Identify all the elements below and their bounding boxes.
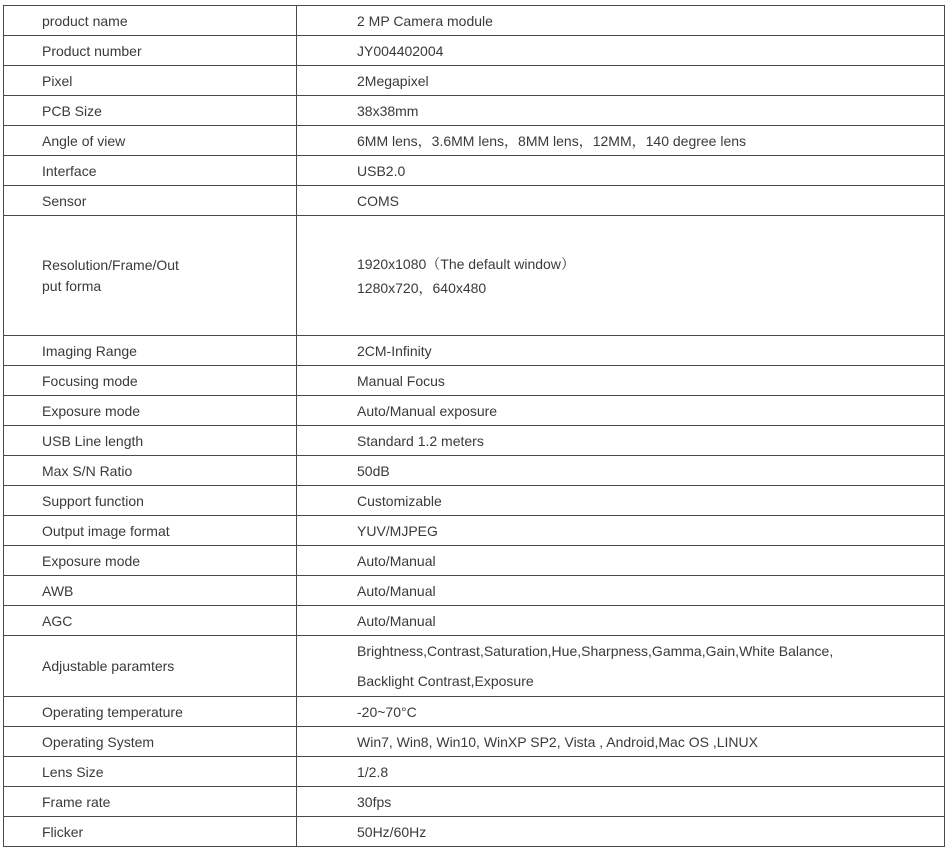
spec-value: 2Megapixel	[357, 72, 429, 89]
spec-label: Angle of view	[42, 132, 126, 149]
spec-value-cell	[297, 516, 945, 546]
spec-value: 2CM-Infinity	[357, 342, 432, 359]
spec-label: Support function	[42, 492, 144, 509]
spec-label: Pixel	[42, 72, 73, 89]
spec-row	[4, 426, 945, 456]
spec-label-cell	[4, 366, 297, 396]
spec-label-cell	[4, 126, 297, 156]
spec-value: USB2.0	[357, 162, 406, 179]
spec-table	[3, 5, 945, 847]
spec-label: Interface	[42, 162, 97, 179]
spec-label: Flicker	[42, 823, 84, 840]
spec-value: 1/2.8	[357, 763, 389, 780]
spec-label-cell	[4, 66, 297, 96]
spec-label-cell	[4, 426, 297, 456]
spec-row	[4, 636, 945, 697]
spec-label-cell	[4, 576, 297, 606]
spec-label: PCB Size	[42, 102, 102, 119]
spec-row	[4, 216, 945, 336]
spec-value: 6MM lens，3.6MM lens，8MM lens，12MM，140 degree lens	[357, 132, 747, 149]
spec-row	[4, 336, 945, 366]
spec-value-cell	[297, 486, 945, 516]
spec-label-cell	[4, 697, 297, 727]
spec-row	[4, 396, 945, 426]
spec-label: AGC	[42, 612, 73, 629]
spec-table-body	[4, 6, 945, 847]
spec-value: COMS	[357, 192, 399, 209]
spec-row	[4, 576, 945, 606]
spec-row	[4, 66, 945, 96]
spec-row	[4, 6, 945, 36]
spec-row	[4, 36, 945, 66]
spec-row	[4, 366, 945, 396]
spec-label-cell	[4, 36, 297, 66]
spec-label-cell	[4, 96, 297, 126]
spec-value-cell	[297, 336, 945, 366]
spec-value: 2 MP Camera module	[357, 12, 493, 29]
spec-label-cell	[4, 727, 297, 757]
spec-label-cell	[4, 216, 297, 336]
spec-value-cell	[297, 727, 945, 757]
spec-value: Manual Focus	[357, 372, 445, 389]
spec-value: Auto/Manual	[357, 582, 436, 599]
spec-label-cell	[4, 456, 297, 486]
spec-value-cell	[297, 787, 945, 817]
spec-value: 50Hz/60Hz	[357, 823, 427, 840]
spec-label: Output image format	[42, 522, 170, 539]
spec-value-cell	[297, 216, 945, 336]
spec-row	[4, 156, 945, 186]
spec-label: Frame rate	[42, 793, 111, 810]
spec-label: Focusing mode	[42, 372, 138, 389]
spec-label-cell	[4, 546, 297, 576]
spec-label: Sensor	[42, 192, 87, 209]
spec-label-cell	[4, 787, 297, 817]
spec-value: YUV/MJPEG	[357, 522, 438, 539]
spec-label-cell	[4, 817, 297, 847]
spec-value: 30fps	[357, 793, 392, 810]
spec-value: Backlight Contrast,Exposure	[357, 673, 534, 689]
spec-label: Lens Size	[42, 763, 104, 780]
spec-row	[4, 697, 945, 727]
spec-label: Resolution/Frame/Out	[42, 256, 179, 273]
spec-label-cell	[4, 396, 297, 426]
spec-label: Imaging Range	[42, 342, 137, 359]
spec-label: put forma	[42, 277, 102, 294]
spec-value: Standard 1.2 meters	[357, 432, 484, 449]
spec-label-cell	[4, 636, 297, 697]
spec-value-cell	[297, 366, 945, 396]
spec-value-cell	[297, 606, 945, 636]
spec-value: 1920x1080（The default window）	[357, 255, 575, 272]
spec-value-cell	[297, 456, 945, 486]
spec-value-cell	[297, 6, 945, 36]
spec-row	[4, 817, 945, 847]
spec-label-cell	[4, 156, 297, 186]
spec-label: Max S/N Ratio	[42, 462, 133, 479]
spec-row	[4, 546, 945, 576]
spec-label: Operating temperature	[42, 703, 183, 720]
spec-value-cell	[297, 697, 945, 727]
spec-label-cell	[4, 606, 297, 636]
spec-label-cell	[4, 486, 297, 516]
spec-row	[4, 126, 945, 156]
spec-row	[4, 757, 945, 787]
spec-value: Win7, Win8, Win10, WinXP SP2, Vista , Android,Mac OS ,LINUX	[357, 733, 758, 750]
spec-label: Adjustable paramters	[42, 658, 175, 674]
spec-value-cell	[297, 426, 945, 456]
spec-label: product name	[42, 12, 128, 29]
spec-value-cell	[297, 636, 945, 697]
spec-value: 50dB	[357, 462, 390, 479]
spec-row	[4, 516, 945, 546]
spec-value-cell	[297, 36, 945, 66]
spec-value: Auto/Manual	[357, 612, 436, 629]
spec-value: Auto/Manual exposure	[357, 402, 498, 419]
spec-label-cell	[4, 516, 297, 546]
spec-value-cell	[297, 96, 945, 126]
spec-label-cell	[4, 6, 297, 36]
spec-row	[4, 606, 945, 636]
spec-value-cell	[297, 576, 945, 606]
spec-value-cell	[297, 186, 945, 216]
spec-label-cell	[4, 757, 297, 787]
spec-value-cell	[297, 66, 945, 96]
spec-label: Operating System	[42, 733, 155, 750]
spec-row	[4, 186, 945, 216]
spec-value: 1280x720，640x480	[357, 279, 487, 296]
spec-value: Auto/Manual	[357, 552, 436, 569]
spec-label: USB Line length	[42, 432, 144, 449]
spec-row	[4, 96, 945, 126]
spec-value-cell	[297, 156, 945, 186]
spec-value: -20~70°C	[357, 703, 417, 720]
spec-value: Customizable	[357, 492, 442, 509]
spec-value-cell	[297, 126, 945, 156]
spec-label-cell	[4, 186, 297, 216]
spec-row	[4, 486, 945, 516]
spec-label: Exposure mode	[42, 552, 141, 569]
spec-row	[4, 787, 945, 817]
spec-row	[4, 727, 945, 757]
spec-value-cell	[297, 546, 945, 576]
spec-label-cell	[4, 336, 297, 366]
spec-label: Product number	[42, 42, 142, 59]
spec-value: Brightness,Contrast,Saturation,Hue,Sharpness,Gamma,Gain,White Balance,	[357, 643, 834, 659]
spec-row	[4, 456, 945, 486]
spec-value-cell	[297, 757, 945, 787]
spec-value: 38x38mm	[357, 102, 419, 119]
spec-value: JY004402004	[357, 42, 444, 59]
spec-label: Exposure mode	[42, 402, 141, 419]
spec-value-cell	[297, 817, 945, 847]
spec-value-cell	[297, 396, 945, 426]
spec-label: AWB	[42, 582, 74, 599]
